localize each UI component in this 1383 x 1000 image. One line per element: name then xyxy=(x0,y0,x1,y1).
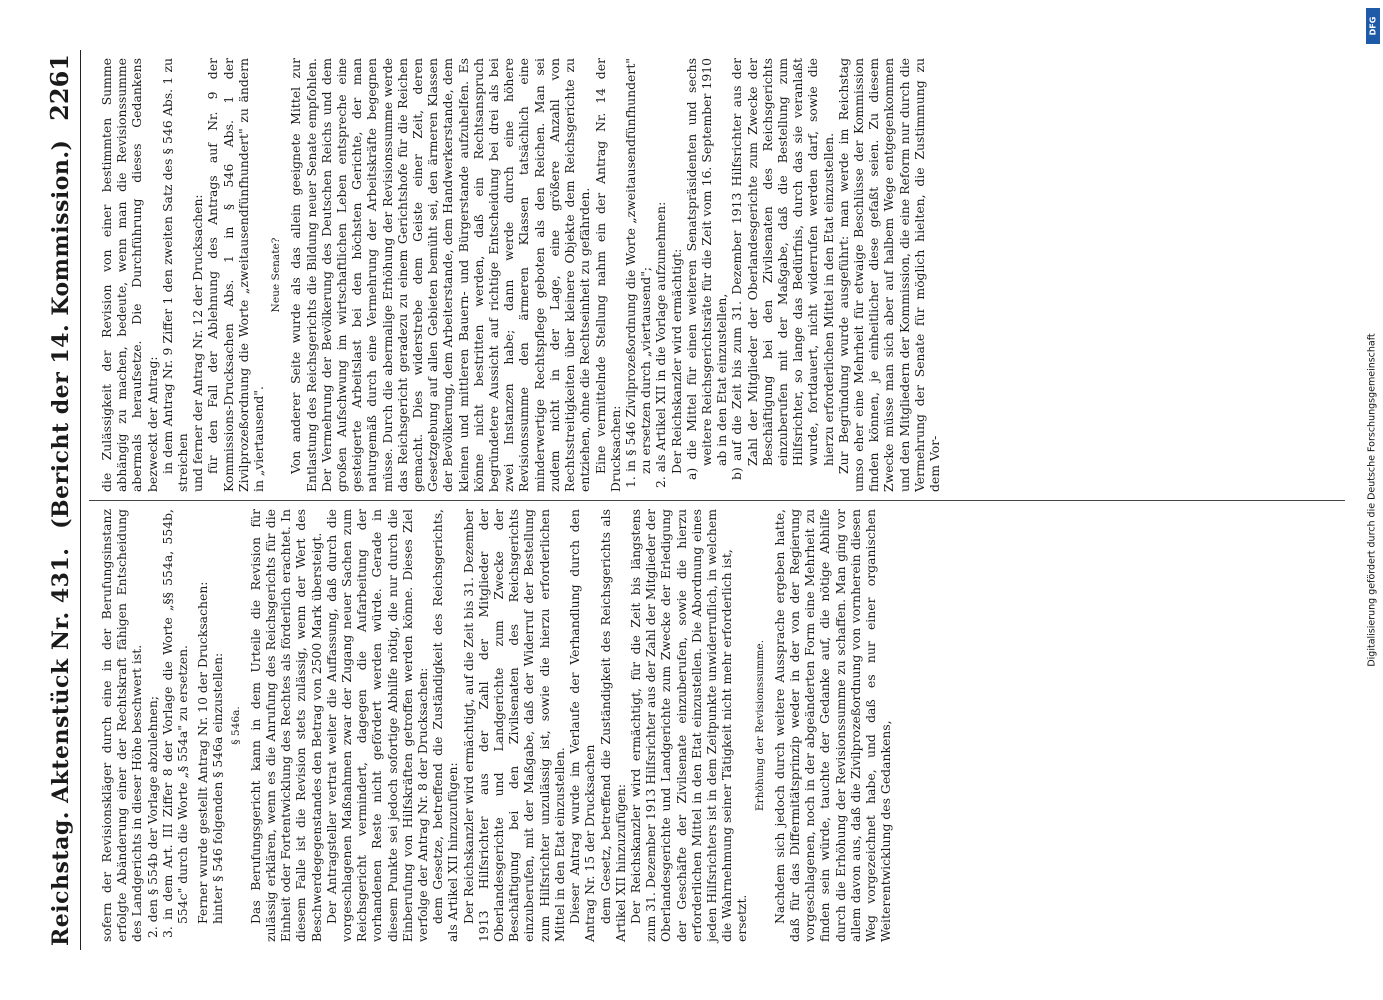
section-heading: Erhöhung der Revisionssumme. xyxy=(753,639,766,812)
paragraph: Von anderer Seite wurde als das allein geeignete Mittel zur Entlastung des Reichsgerichts die Bildung neuer Senate empfohlen. Der Vermehrung der Bevölkerung des Deutschen Reichs und dem großen Aufschwung im wirtschaftlichen Leben entspreche eine gesteigerte Arbeitslast bei den höchsten Gerichte, der man naturgemäß durch eine Vermehrung der Arbeitskräfte begegnen müsse. Durch die abermalige Erhöhung der Revisionssumme werde das Reichsgericht geradezu zu einem Gerichtshofe für die Reichen gemacht. Dies widerstrebe dem Geiste einer Zeit, deren Gesetzgebung auf allen Gebieten bemüht sei, den ärmeren Klassen der Bevölkerung, dem Arbeiterstande, dem Handwerkerstande, dem kleinen und mittleren Bauern- und Bürgerstande aufzuhelfen. Es könne nicht bestritten werden, daß ein Rechtsanspruch begründetere Aussicht auf richtige Entscheidung bei drei als bei zwei Instanzen habe; dann werde durch eine höhere Revisionssumme den ärmeren Klassen tatsächlich eine minderwertige Rechtspflege geboten als den Reichen. Man sei zudem nicht in der Lage, eine größere Anzahl von Rechtsstreitigkeiten über kleinere Objekte dem Reichsgerichte zu entziehen, ohne die Rechtseinheit zu gefährden. xyxy=(287,58,592,492)
paragraph: Zur Begründung wurde ausgeführt: man werde im Reichstag umso eher eine Mehrheit für etwaige Beschlüsse der Kommission finden können, je einheitlicher diese gefaßt seien. Zu diesem Zwecke müsse man sich aber auf halbem Wege entgegenkommen und den Mitgliedern der Kommission, die eine Reform nur durch die Vermehrung der Senate für möglich hielten, die Zustimmung zu dem Vor- xyxy=(835,58,942,492)
digitization-text: Digitalisierung gefördert durch die Deutsche Forschungsgemeinschaft xyxy=(1366,333,1378,667)
paragraph: Der Reichskanzler wird ermächtigt: xyxy=(668,248,684,474)
dfg-logo xyxy=(1366,8,1380,44)
paragraph: Das Berufungsgericht kann in dem Urteile die Revision für zulässig erklären, wenn es die Anrufung des Reichsgerichts für die Einheit oder Fortentwicklung des Rechtes als förderlich erachtet. In diesem Falle ist die Revision stets zulässig, wenn der Wert des Beschwerdegegenstandes den Betrag von 2500 Mark übersteigt. xyxy=(247,509,324,942)
paragraph: b) auf die Zeit bis zum 31. Dezember 1913 Hilfsrichter aus der Zahl der Mitglieder der Oberlandesgerichte zum Zwecke der Beschäftigung bei den Zivilsenaten des Reichsgerichts einzuberufen mit der Maßgabe, daß die Bestellung zum Hilfsrichter, so lange das Bedürfnis, durch das sie veranlaßt wurde, fortdauert, nicht widerrufen werden darf, sowie die hierzu erforderlichen Mittel in den Etat einzustellen. xyxy=(728,58,836,480)
page-header xyxy=(45,50,81,950)
paragraph: Dieser Antrag wurde im Verlaufe der Verhandlung durch den Antrag Nr. 15 der Drucksachen xyxy=(566,509,597,942)
dfg-logo-text: DFG xyxy=(1368,16,1378,36)
paragraph: Der Antragsteller vertrat weiter die Auffassung, daß durch die vorgeschlagenen Maßnahmen zwar der Zugang neuer Sachen zum Reichsgericht vermindert, dagegen die Aufarbeitung der vorhandenen Reste nicht gefördert werden würde. Gerade in diesem Punkte sei jedoch sofortige Abhilfe nötig, die nur durch die Einberufung von Hilfskräften getroffen werden könne. Dieses Ziel verfolge der Antrag Nr. 8 der Drucksachen: xyxy=(323,509,430,942)
page-number: 2261 xyxy=(44,54,74,121)
paragraph: sofern der Revisionskläger durch eine in der Berufungsinstanz erfolgte Abänderung einer der Rechtskraft fähigen Entscheidung des Landgerichts in dieser Höhe beschwert ist. xyxy=(98,509,144,942)
right-column xyxy=(89,50,1345,500)
paragraph: hinter § 546 folgenden § 546a einzustellen: xyxy=(209,652,225,924)
header-center: (Bericht der 14. Kommission.) xyxy=(47,139,74,529)
left-column xyxy=(89,500,1345,950)
header-left: Reichstag. Aktenstück Nr. 431. xyxy=(47,547,74,946)
section-heading: § 546a. xyxy=(229,706,242,745)
paragraph: und ferner der Antrag Nr. 12 der Drucksachen: xyxy=(189,194,205,492)
paragraph: Nachdem sich jedoch durch weitere Aussprache ergeben hatte, daß für das Differmitätsprinzip weder in der von der Regierung vorgeschlagenen, noch in der abgeänderten Form eine Mehrheit zu finden sein würde, tauchte der Gedanke auf, die nötige Abhilfe durch die Erhöhung der Revisionssumme zu schaffen. Man ging vor allem davon aus, daß die Zivilprozeßordnung von vornherein diesen Weg vorgezeichnet habe, und daß es nur einer organischen Weiterentwicklung des Gedankens, xyxy=(771,509,893,942)
paragraph: Der Reichskanzler wird ermächtigt, für die Zeit bis längstens zum 31. Dezember 1913 Hilfsrichter aus der Zahl der Mitglieder der Oberlandesgerichte und Landgerichte zum Zwecke der Erledigung der Geschäfte der Zivilsenate einzuberufen, sowie die hierzu erforderlichen Mittel in den Etat einzustellen. Die Abordnung eines jeden Hilfsrichters ist in dem Zeitpunkte unwiderruflich, in welchem die Wahrnehmung seiner Tätigkeit nicht mehr erforderlich ist, xyxy=(627,509,734,942)
paragraph: für den Fall der Ablehnung des Antrags auf Nr. 9 der Kommissions-Drucksachen Abs. 1 in § 546 Abs. 1 der Zivilprozeßordnung die Worte „zweitausendfünfhundert" zu ändern in „viertausend". xyxy=(204,58,266,492)
paragraph: Eine vermittelnde Stellung nahm ein der Antrag Nr. 14 der Drucksachen: xyxy=(592,58,623,492)
paragraph: 2. den § 554b der Vorlage abzulehnen; xyxy=(144,695,160,938)
paragraph: dem Gesetze, betreffend die Zuständigkeit des Reichsgerichts, als Artikel XII hinzuzufügen: xyxy=(429,509,460,942)
spacer xyxy=(190,509,195,942)
paragraph: 3. in dem Art. III Ziffer 8 der Vorlage die Worte „§§ 554a, 554b, 554c" durch die Worte „§ 554a" zu ersetzen. xyxy=(159,509,190,938)
paragraph: ersetzt. xyxy=(733,894,749,942)
paragraph: Der Reichskanzler wird ermächtigt, auf die Zeit bis 31. Dezember 1913 Hilfsrichter aus der Zahl der Mitglieder der Oberlandesgerichte und Landgerichte zum Zwecke der Beschäftigung bei den Zivilsenaten des Reichsgerichts einzuberufen, mit der Maßgabe, daß der Widerruf der Bestellung zum Hilfsrichter unzulässig ist, sowie die hierzu erforderlichen Mittel in den Etat einzustellen. xyxy=(460,509,567,942)
section-heading: Neue Senate? xyxy=(269,237,282,313)
paragraph: 1. in § 546 Zivilprozeßordnung die Worte „zweitausendfünfhundert" zu ersetzen durch „viertausend"; xyxy=(622,58,653,488)
paragraph: a) die Mittel für einen weiteren Senatspräsidenten und sechs weitere Reichsgerichtsräte für die Zeit vom 16. September 1910 ab in den Etat einzustellen, xyxy=(683,58,729,480)
rotated-page-content xyxy=(27,40,1357,960)
paragraph: dem Gesetz, betreffend die Zuständigkeit des Reichsgerichts als Artikel XII hinzuzufügen: xyxy=(597,509,628,942)
paragraph: Ferner wurde gestellt Antrag Nr. 10 der Drucksachen: xyxy=(194,581,210,924)
paragraph: in dem Antrag Nr. 9 Ziffer 1 den zweiten Satz des § 546 Abs. 1 zu streichen xyxy=(159,58,190,492)
paragraph: die Zulässigkeit der Revision von einer bestimmten Summe abhängig zu machen, bedeute, wenn man die Revisionssumme abermals heraufsetze. Die Durchführung dieses Gedankens bezweckt der Antrag: xyxy=(98,58,160,492)
digitization-note xyxy=(1363,0,1381,1000)
paragraph: 2. als Artikel XII in die Vorlage aufzunehmen: xyxy=(652,201,668,488)
